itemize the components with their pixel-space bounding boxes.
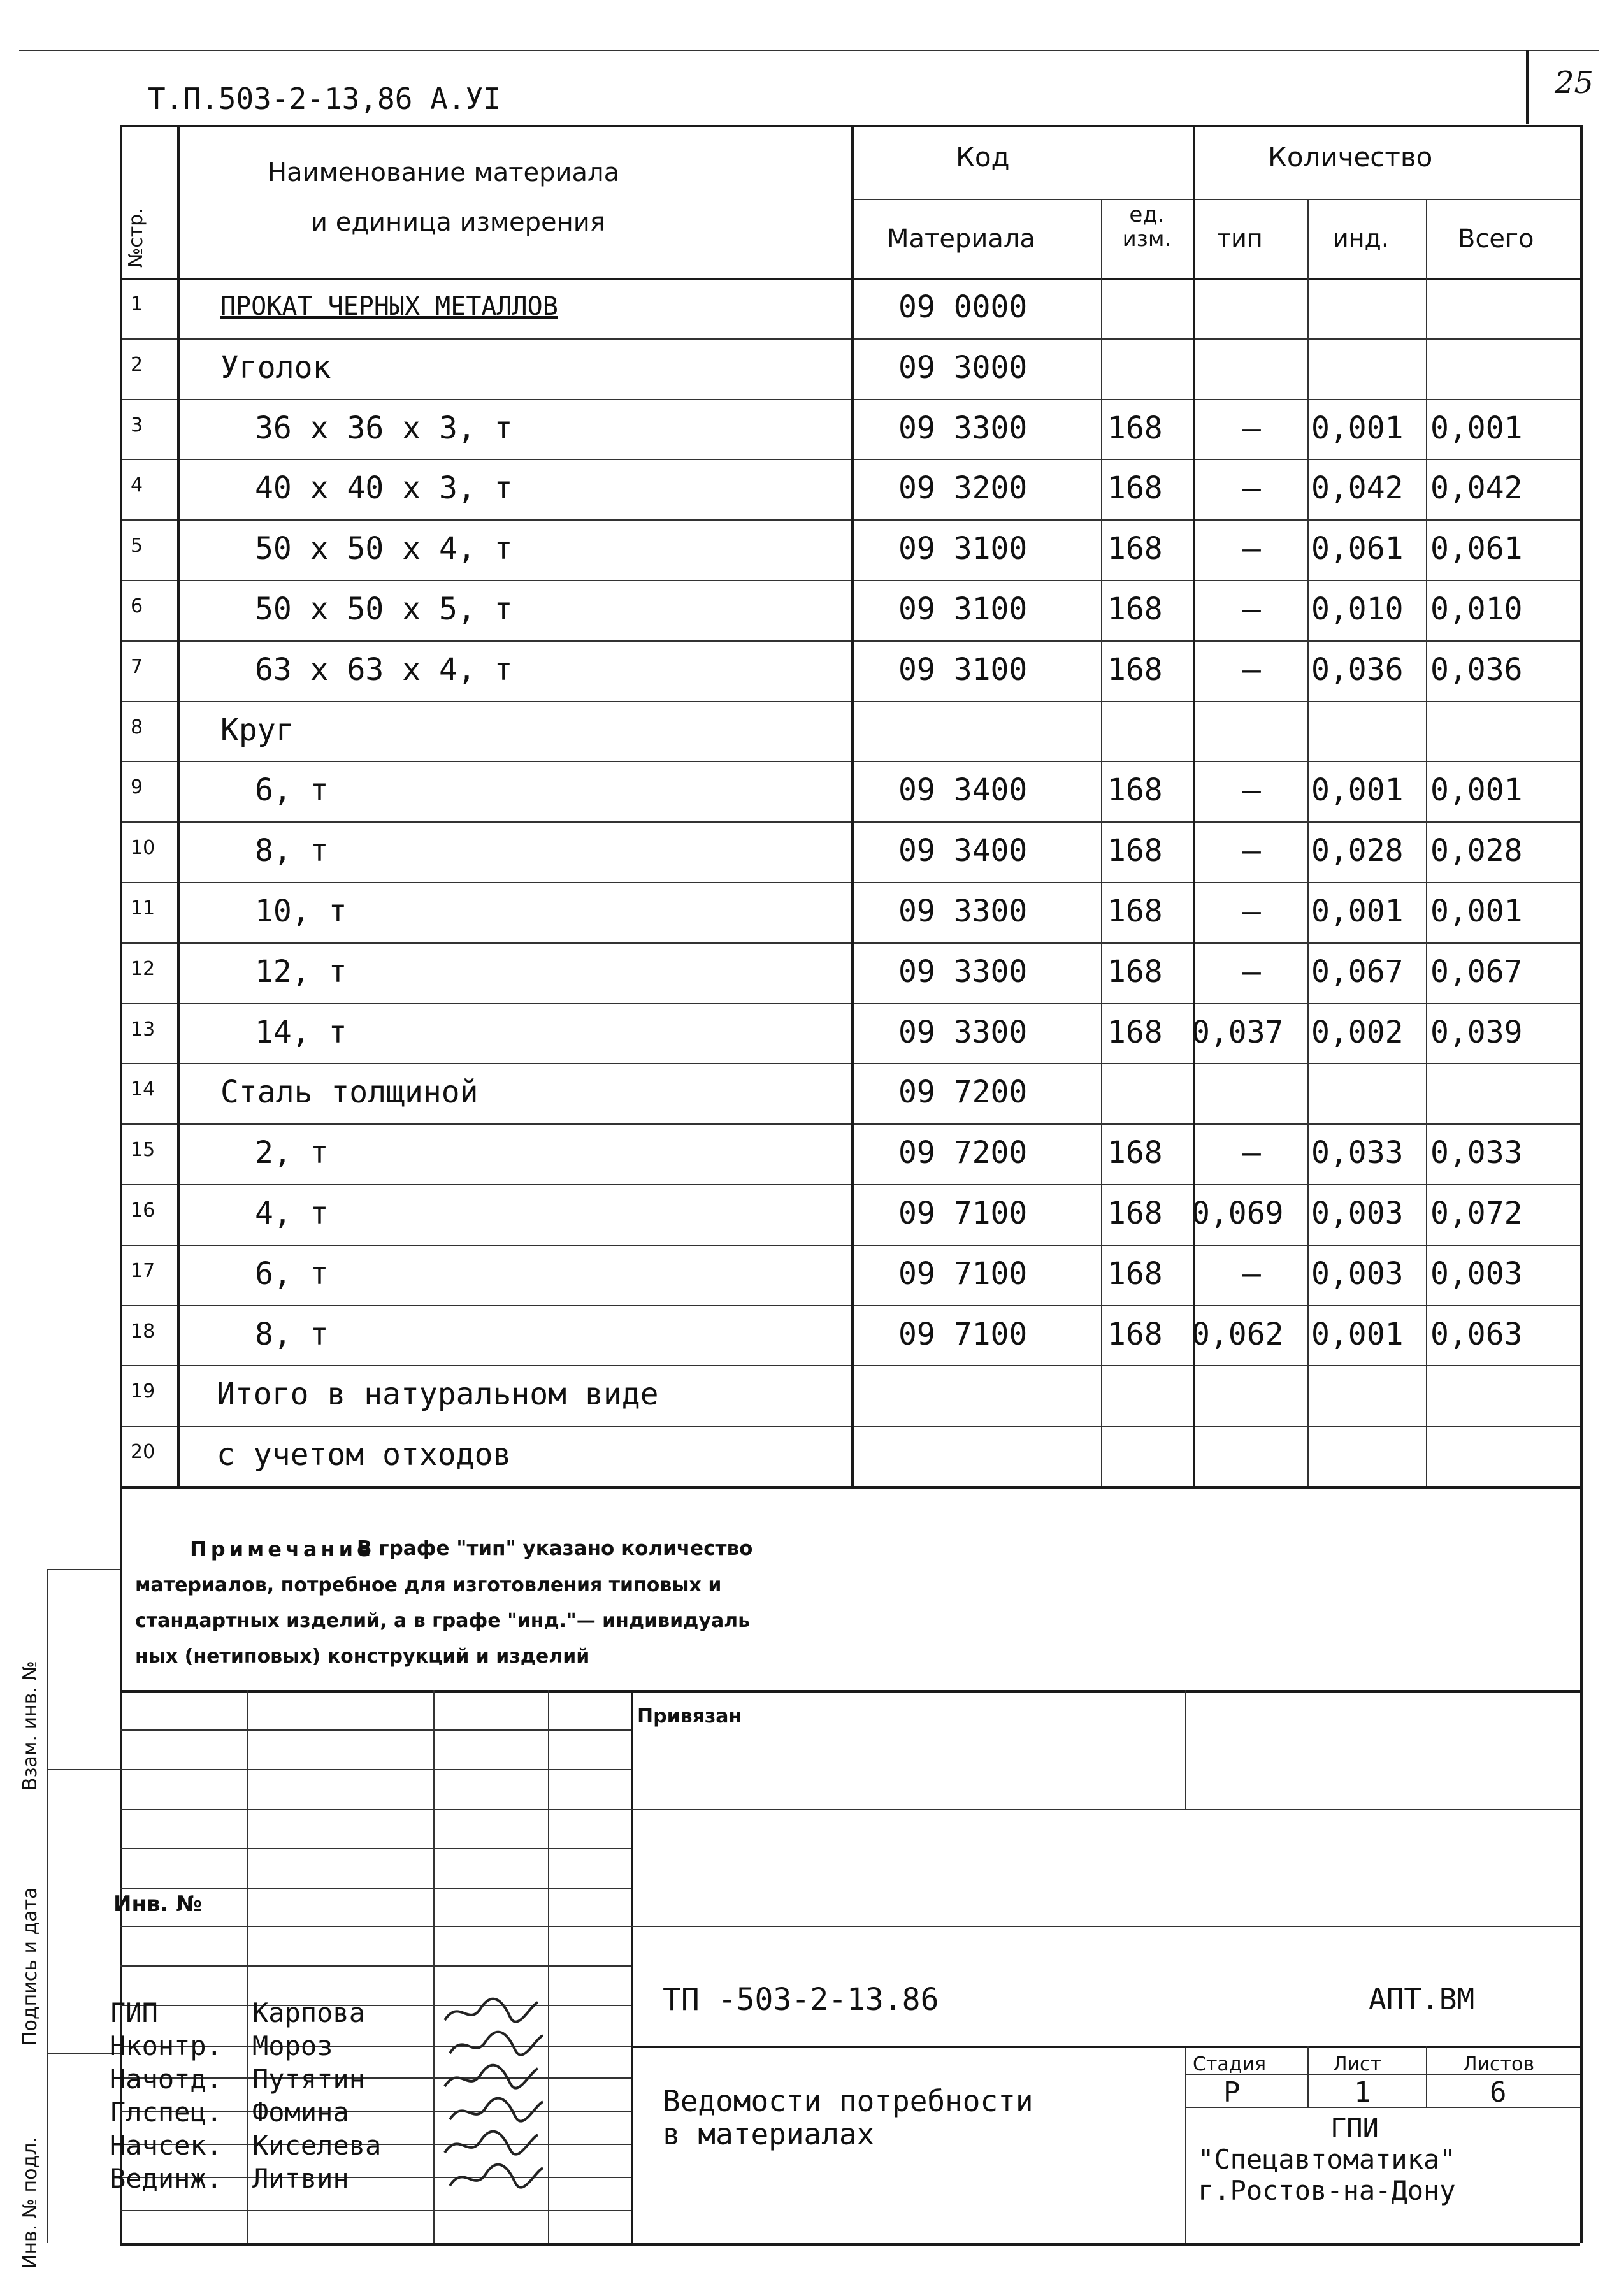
row-number: 7	[131, 655, 143, 678]
note-line4: ных (нетиповых) конструкций и изделий	[135, 1645, 590, 1668]
signature-image	[445, 2160, 547, 2196]
qty-total: 0,036	[1430, 651, 1523, 688]
qty-total: 0,001	[1430, 772, 1523, 809]
unit-code: 168	[1107, 1316, 1163, 1352]
material-name: 4, т	[255, 1195, 329, 1231]
material-name: Итого в натуральном виде	[217, 1376, 659, 1413]
row-number: 12	[131, 957, 155, 980]
material-code: 09 7100	[898, 1195, 1028, 1231]
material-name: 2, т	[255, 1135, 329, 1171]
material-name: 6, т	[255, 1255, 329, 1292]
material-code: 09 7200	[898, 1074, 1028, 1111]
side-label-vzam: Взам. инв. №	[19, 1661, 41, 1791]
sheet-value: 1	[1354, 2076, 1371, 2109]
qty-ind: 0,033	[1311, 1135, 1404, 1171]
sheets-label: Листов	[1463, 2053, 1535, 2076]
signatory-role: Вединж.	[110, 2163, 223, 2194]
qty-total: 0,039	[1430, 1014, 1523, 1050]
header-quantity: Количество	[1268, 141, 1433, 173]
org-line2: "Спецавтоматика"	[1198, 2144, 1456, 2175]
row-number: 15	[131, 1139, 155, 1162]
material-name: 50 х 50 х 5, т	[255, 591, 513, 627]
qty-ind: 0,003	[1311, 1195, 1404, 1231]
row-number: 14	[131, 1078, 155, 1101]
qty-total: 0,001	[1430, 893, 1523, 929]
signatory-name: Фомина	[252, 2097, 349, 2128]
qty-ind: 0,002	[1311, 1014, 1404, 1050]
qty-ind: 0,042	[1311, 470, 1404, 507]
material-name: ПРОКАТ ЧЕРНЫХ МЕТАЛЛОВ	[220, 292, 558, 321]
material-name: 50 х 50 х 4, т	[255, 531, 513, 567]
qty-tip: –	[1242, 531, 1261, 567]
material-code: 09 3300	[898, 953, 1028, 990]
material-code: 09 7200	[898, 1135, 1028, 1171]
material-name: 8, т	[255, 833, 329, 869]
note-line2: материалов, потребное для изготовления типовых и	[135, 1574, 722, 1596]
material-name: 10, т	[255, 893, 347, 929]
material-name: 40 х 40 х 3, т	[255, 470, 513, 507]
material-name: 63 х 63 х 4, т	[255, 651, 513, 688]
row-number: 3	[131, 414, 143, 437]
sheets-value: 6	[1490, 2076, 1507, 2109]
qty-total: 0,067	[1430, 953, 1523, 990]
material-code: 09 3100	[898, 591, 1028, 627]
unit-code: 168	[1107, 651, 1163, 688]
row-number: 13	[131, 1018, 155, 1041]
material-name: 6, т	[255, 772, 329, 809]
header-name-line2: и единица измерения	[311, 208, 605, 237]
org-line1: ГПИ	[1330, 2112, 1379, 2144]
signature-image	[445, 2094, 547, 2130]
material-name: 8, т	[255, 1316, 329, 1352]
page-number: 25	[1555, 65, 1594, 101]
note-line3: стандартных изделий, а в графе "инд."— индивидуаль	[135, 1610, 751, 1632]
row-number: 1	[131, 293, 143, 315]
header-total: Всего	[1458, 224, 1534, 254]
material-code: 09 3300	[898, 410, 1028, 446]
signatory-role: Нконтр.	[110, 2030, 223, 2061]
material-code: 09 3100	[898, 531, 1028, 567]
material-code: 09 3300	[898, 1014, 1028, 1050]
org-line3: г.Ростов-на-Дону	[1198, 2175, 1456, 2206]
material-name: с учетом отходов	[217, 1437, 512, 1473]
qty-tip: –	[1242, 772, 1261, 809]
qty-total: 0,063	[1430, 1316, 1523, 1352]
qty-tip: –	[1242, 953, 1261, 990]
material-name: Круг	[220, 712, 294, 748]
row-number: 18	[131, 1320, 155, 1343]
inv-no-label: Инв. №	[113, 1891, 203, 1917]
row-number: 5	[131, 535, 143, 558]
signatory-role: ГИП	[110, 1997, 158, 2028]
signatory-name: Литвин	[252, 2163, 349, 2194]
unit-code: 168	[1107, 893, 1163, 929]
unit-code: 168	[1107, 470, 1163, 507]
stamp-title-line2: в материалах	[663, 2117, 875, 2151]
qty-tip: –	[1242, 1135, 1261, 1171]
qty-tip: 0,069	[1191, 1195, 1284, 1231]
header-tip: тип	[1217, 224, 1263, 252]
unit-code: 168	[1107, 591, 1163, 627]
stage-value: Р	[1223, 2076, 1241, 2109]
signature-image	[440, 2061, 542, 2097]
signature-image	[440, 2127, 542, 2163]
qty-ind: 0,001	[1311, 1316, 1404, 1352]
qty-total: 0,028	[1430, 833, 1523, 869]
unit-code: 168	[1107, 1255, 1163, 1292]
material-code: 09 0000	[898, 289, 1028, 325]
qty-tip: –	[1242, 893, 1261, 929]
note-line1: В графе "тип" указано количество	[357, 1537, 753, 1560]
qty-ind: 0,001	[1311, 410, 1404, 446]
qty-ind: 0,001	[1311, 772, 1404, 809]
row-number: 2	[131, 353, 143, 376]
qty-total: 0,010	[1430, 591, 1523, 627]
side-label-inv-podl: Инв. № подл.	[19, 2137, 41, 2269]
privyazan-label: Привязан	[637, 1705, 742, 1728]
row-number: 16	[131, 1199, 155, 1222]
side-label-podpis: Подпись и дата	[19, 1887, 41, 2046]
table-row	[120, 701, 1580, 762]
row-number: 11	[131, 897, 155, 920]
row-number: 8	[131, 716, 143, 739]
material-name: Сталь толщиной	[220, 1074, 479, 1111]
qty-tip: –	[1242, 651, 1261, 688]
unit-code: 168	[1107, 1014, 1163, 1050]
qty-total: 0,003	[1430, 1255, 1523, 1292]
row-number: 17	[131, 1259, 155, 1282]
qty-ind: 0,061	[1311, 531, 1404, 567]
signatory-role: Начсек.	[110, 2130, 223, 2161]
qty-total: 0,072	[1430, 1195, 1523, 1231]
material-code: 09 3000	[898, 349, 1028, 386]
signatory-name: Карпова	[252, 1997, 366, 2028]
qty-tip: 0,037	[1191, 1014, 1284, 1050]
signatory-role: Глспец.	[110, 2097, 223, 2128]
header-name-line1: Наименование материала	[268, 158, 620, 187]
signatory-name: Мороз	[252, 2030, 333, 2061]
material-code: 09 3300	[898, 893, 1028, 929]
material-name: 14, т	[255, 1014, 347, 1050]
header-ind: инд.	[1333, 224, 1389, 252]
qty-tip: –	[1242, 833, 1261, 869]
header-material: Материала	[887, 224, 1035, 254]
row-number: 4	[131, 474, 143, 497]
qty-tip: –	[1242, 591, 1261, 627]
unit-code: 168	[1107, 833, 1163, 869]
qty-total: 0,042	[1430, 470, 1523, 507]
material-name: 36 х 36 х 3, т	[255, 410, 513, 446]
qty-ind: 0,010	[1311, 591, 1404, 627]
qty-tip: –	[1242, 470, 1261, 507]
table-row	[120, 338, 1580, 399]
material-name: Уголок	[220, 349, 331, 386]
material-code: 09 7100	[898, 1316, 1028, 1352]
qty-ind: 0,001	[1311, 893, 1404, 929]
unit-code: 168	[1107, 531, 1163, 567]
material-code: 09 3200	[898, 470, 1028, 507]
row-number: 10	[131, 837, 155, 860]
qty-ind: 0,028	[1311, 833, 1404, 869]
material-code: 09 3400	[898, 772, 1028, 809]
signatory-name: Киселева	[252, 2130, 382, 2161]
signature-image	[445, 2028, 547, 2063]
row-number: 19	[131, 1380, 155, 1403]
signatory-name: Путятин	[252, 2063, 366, 2095]
header-row-no: №стр.	[125, 208, 147, 268]
unit-code: 168	[1107, 1135, 1163, 1171]
material-code: 09 3400	[898, 833, 1028, 869]
header-unit: ед. изм.	[1122, 202, 1172, 252]
qty-total: 0,061	[1430, 531, 1523, 567]
stamp-title-line1: Ведомости потребности	[663, 2084, 1033, 2118]
qty-ind: 0,067	[1311, 953, 1404, 990]
qty-tip: –	[1242, 410, 1261, 446]
header-code: Код	[956, 141, 1010, 173]
signature-image	[440, 1995, 542, 2030]
sheet-label: Лист	[1333, 2053, 1382, 2076]
qty-ind: 0,003	[1311, 1255, 1404, 1292]
qty-total: 0,033	[1430, 1135, 1523, 1171]
qty-tip: –	[1242, 1255, 1261, 1292]
doc-code-top: Т.П.503-2-13,86 А.УI	[148, 82, 501, 116]
row-number: 9	[131, 776, 143, 799]
signatory-role: Начотд.	[110, 2063, 223, 2095]
qty-tip: 0,062	[1191, 1316, 1284, 1352]
material-name: 12, т	[255, 953, 347, 990]
row-number: 6	[131, 595, 143, 617]
unit-code: 168	[1107, 772, 1163, 809]
qty-ind: 0,036	[1311, 651, 1404, 688]
stage-label: Стадия	[1193, 2053, 1267, 2076]
material-code: 09 7100	[898, 1255, 1028, 1292]
material-code: 09 3100	[898, 651, 1028, 688]
unit-code: 168	[1107, 1195, 1163, 1231]
stamp-doc-suffix: АПТ.ВМ	[1369, 1982, 1475, 2016]
qty-total: 0,001	[1430, 410, 1523, 446]
unit-code: 168	[1107, 953, 1163, 990]
stamp-doc-code: ТП -503-2-13.86	[663, 1982, 939, 2018]
row-number: 20	[131, 1441, 155, 1464]
note-title: Примечание	[190, 1537, 375, 1561]
unit-code: 168	[1107, 410, 1163, 446]
